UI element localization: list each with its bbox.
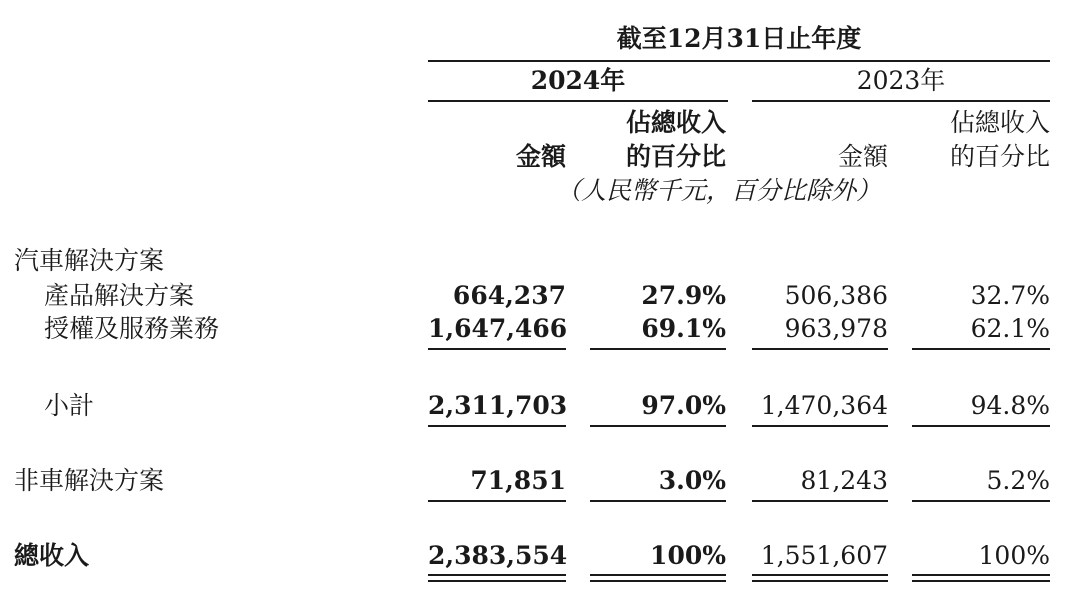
total-rule-2024-amt xyxy=(428,500,566,502)
subtotal-rule-2023-amt xyxy=(752,348,888,350)
row-label-licensing-services: 授權及服務業務 xyxy=(44,314,220,343)
non-auto-amount-2024: 71,851 xyxy=(470,466,566,495)
subtotal-rule-2023-pct xyxy=(912,348,1050,350)
licensing-pct-2023: 62.1% xyxy=(970,314,1050,343)
row-label-auto-solutions: 汽車解決方案 xyxy=(14,246,165,275)
year-2023-rule xyxy=(752,100,1050,102)
total-pct-2023: 100% xyxy=(978,541,1050,570)
total-rule-2024-pct xyxy=(590,500,726,502)
pct-header-2024-line2: 的百分比 xyxy=(625,142,726,171)
year-2024-rule xyxy=(428,100,728,102)
subtotal-pct-2023: 94.8% xyxy=(970,391,1050,420)
amount-header-2024: 金額 xyxy=(515,142,566,171)
licensing-amount-2024: 1,647,466 xyxy=(428,314,568,343)
pct-header-2023-line2: 的百分比 xyxy=(949,142,1050,171)
unit-note: （人民幣千元，百分比除外） xyxy=(556,176,882,205)
total-double-rule-2023-amt xyxy=(752,574,888,582)
non-auto-pct-2024: 3.0% xyxy=(658,466,726,495)
non-auto-pct-2023: 5.2% xyxy=(986,466,1050,495)
subtotal-under-rule-2023-pct xyxy=(912,425,1050,427)
subtotal-amount-2023: 1,470,364 xyxy=(760,391,888,420)
product-amount-2023: 506,386 xyxy=(784,281,888,310)
total-rule-2023-pct xyxy=(912,500,1050,502)
row-label-non-auto-solutions: 非車解決方案 xyxy=(14,466,165,495)
total-double-rule-2023-pct xyxy=(912,574,1050,582)
total-rule-2023-amt xyxy=(752,500,888,502)
year-2024-header: 2024年 xyxy=(530,66,626,95)
non-auto-amount-2023: 81,243 xyxy=(800,466,888,495)
subtotal-rule-2024-amt xyxy=(428,348,566,350)
total-pct-2024: 100% xyxy=(650,541,726,570)
pct-header-2024-line1: 佔總收入 xyxy=(625,108,726,137)
total-amount-2023: 1,551,607 xyxy=(760,541,888,570)
product-amount-2024: 664,237 xyxy=(452,281,566,310)
total-double-rule-2024-pct xyxy=(590,574,726,582)
row-label-subtotal: 小計 xyxy=(44,391,95,420)
subtotal-under-rule-2024-pct xyxy=(590,425,726,427)
subtotal-under-rule-2023-amt xyxy=(752,425,888,427)
subtotal-pct-2024: 97.0% xyxy=(641,391,726,420)
product-pct-2023: 32.7% xyxy=(970,281,1050,310)
subtotal-rule-2024-pct xyxy=(590,348,726,350)
licensing-pct-2024: 69.1% xyxy=(641,314,726,343)
period-header: 截至12月31日止年度 xyxy=(616,24,862,53)
row-label-product-solutions: 產品解決方案 xyxy=(44,281,195,310)
total-amount-2024: 2,383,554 xyxy=(428,541,568,570)
total-double-rule-2024-amt xyxy=(428,574,566,582)
header-rule-top xyxy=(428,60,1050,62)
year-2023-header: 2023年 xyxy=(856,66,946,95)
subtotal-amount-2024: 2,311,703 xyxy=(428,391,568,420)
row-label-total-revenue: 總收入 xyxy=(14,541,90,570)
pct-header-2023-line1: 佔總收入 xyxy=(949,108,1050,137)
product-pct-2024: 27.9% xyxy=(641,281,726,310)
subtotal-under-rule-2024-amt xyxy=(428,425,566,427)
licensing-amount-2023: 963,978 xyxy=(784,314,888,343)
amount-header-2023: 金額 xyxy=(837,142,888,171)
